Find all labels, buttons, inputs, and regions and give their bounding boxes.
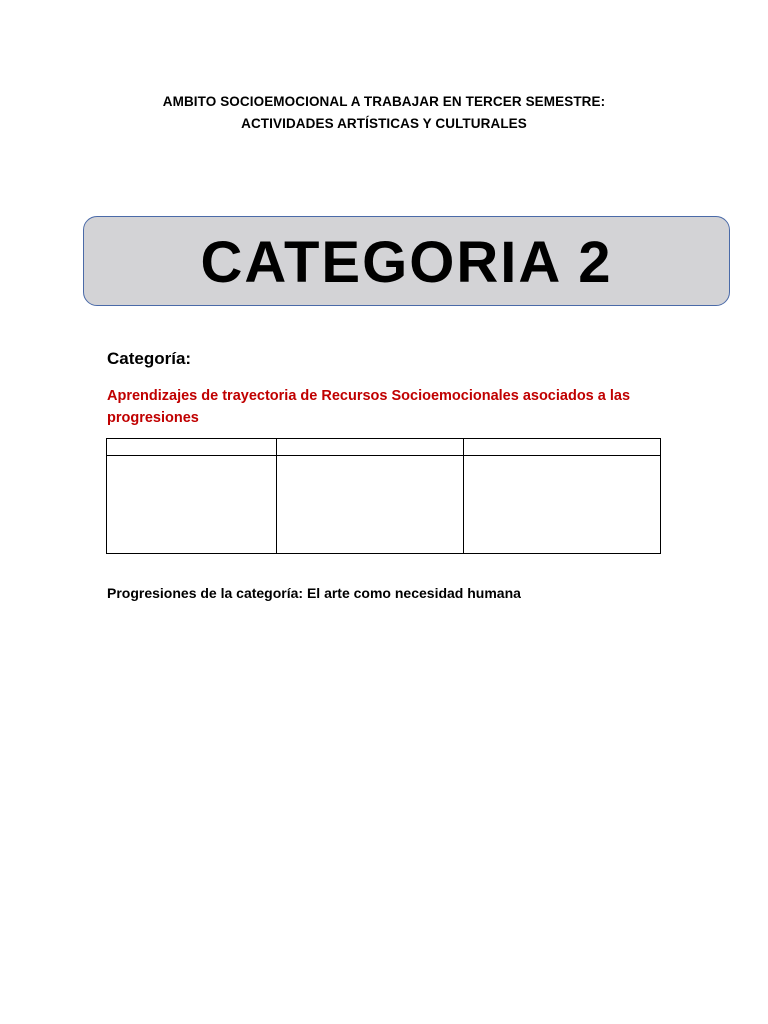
- document-heading-line-2: ACTIVIDADES ARTÍSTICAS Y CULTURALES: [241, 116, 527, 131]
- table-cell: [277, 456, 464, 554]
- category-banner-title: CATEGORIA 2: [200, 230, 613, 295]
- aprendizajes-heading: Aprendizajes de trayectoria de Recursos Socioemocionales asociados a las progresiones: [107, 388, 631, 426]
- table-cell: [277, 439, 464, 456]
- category-label: Categoría:: [107, 349, 192, 368]
- table-cell: [107, 439, 277, 456]
- table-cell: [464, 456, 661, 554]
- table-row: [107, 456, 661, 554]
- document-heading-line-1: AMBITO SOCIOEMOCIONAL A TRABAJAR EN TERCER SEMESTRE:: [162, 94, 606, 109]
- table-header-row: [107, 439, 661, 456]
- progresiones-heading: Progresiones de la categoría: El arte como necesidad humana: [107, 585, 521, 601]
- category-banner: [83, 216, 730, 306]
- table-cell: [464, 439, 661, 456]
- table-cell: [107, 456, 277, 554]
- empty-table: [106, 438, 661, 554]
